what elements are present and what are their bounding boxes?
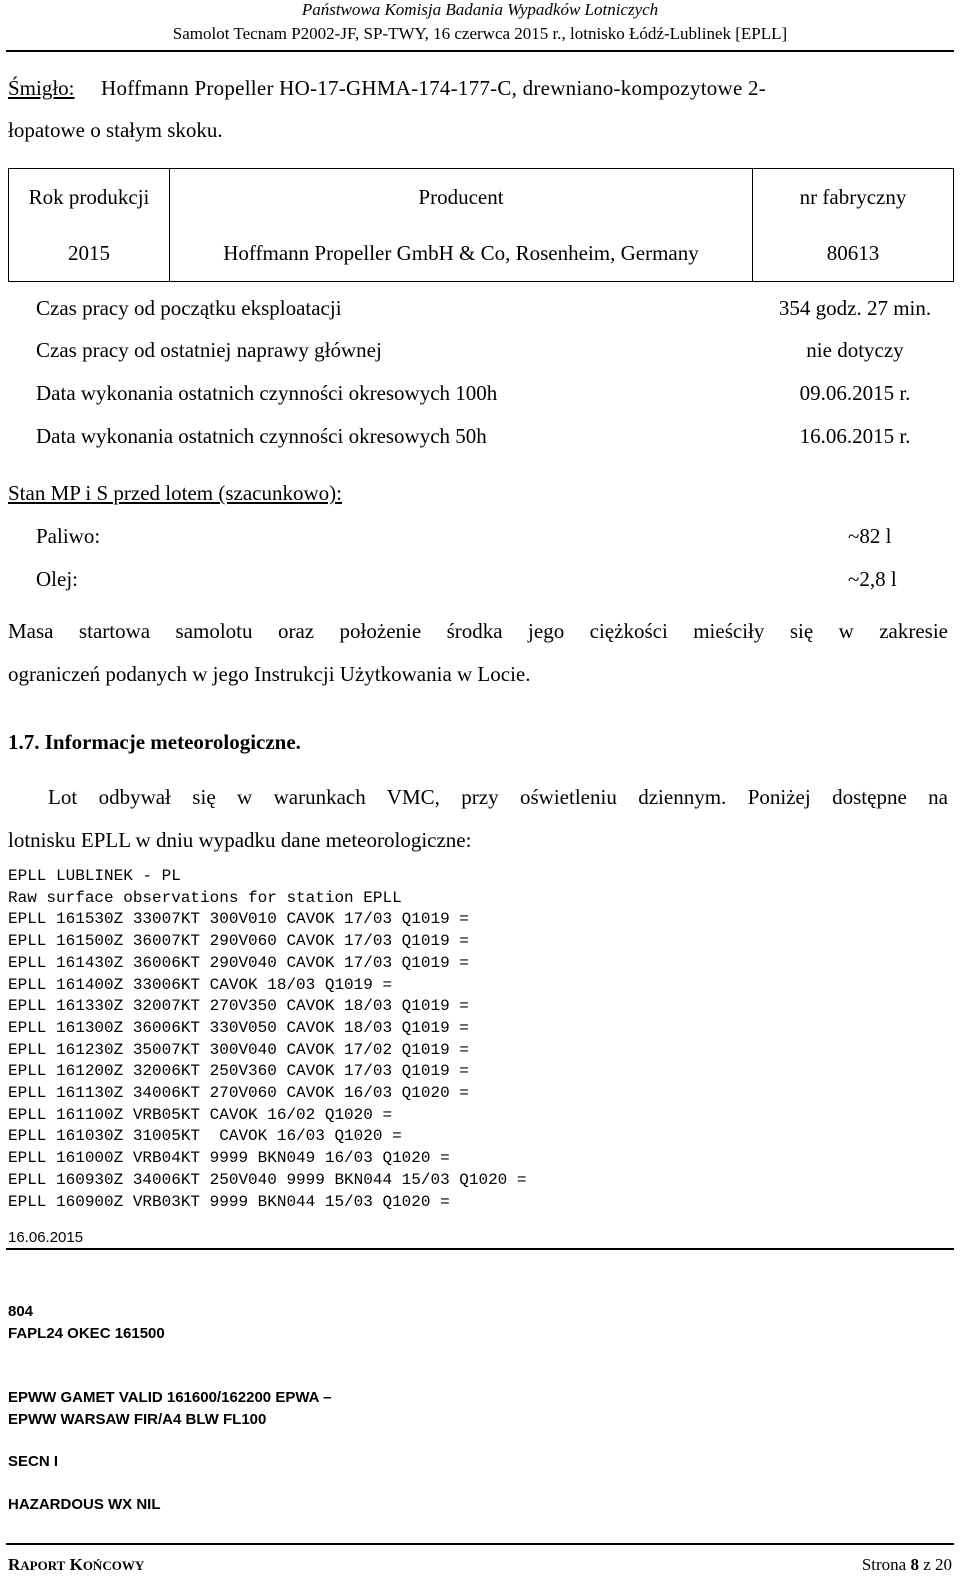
gamet-secn: SECN I bbox=[8, 1453, 59, 1470]
fuel-label: Paliwo: bbox=[36, 524, 101, 548]
metar-line: Raw surface observations for station EPLL bbox=[8, 888, 402, 907]
gamet-hazard: HAZARDOUS WX NIL bbox=[8, 1496, 161, 1513]
metar-line: EPLL 161500Z 36007KT 290V060 CAVOK 17/03 Q1019 = bbox=[8, 932, 469, 951]
work-time-label: Data wykonania ostatnich czynności okresowych 50h bbox=[36, 424, 487, 448]
metar-line: EPLL 161530Z 33007KT 300V010 CAVOK 17/03 Q1019 = bbox=[8, 910, 469, 929]
oil-value: ~2,8 l bbox=[848, 567, 897, 591]
section-line1: Lot odbywał się w warunkach VMC, przy oświetleniu dziennym. Poniżej dostępne na bbox=[48, 785, 948, 809]
metar-line: EPLL 161230Z 35007KT 300V040 CAVOK 17/02 Q1019 = bbox=[8, 1040, 469, 1059]
metar-line: EPLL 161400Z 33006KT CAVOK 18/03 Q1019 = bbox=[8, 975, 393, 994]
metar-line: EPLL 160930Z 34006KT 250V040 9999 BKN044 15/03 Q1020 = bbox=[8, 1170, 527, 1189]
table-header-cell: nr fabryczny bbox=[753, 169, 954, 226]
header-title: Państwowa Komisja Badania Wypadków Lotniczych bbox=[301, 0, 659, 19]
table-cell: 2015 bbox=[9, 225, 170, 282]
mass-text-line1: Masa startowa samolotu oraz położenie środka jego ciężkości mieściły się w zakresie bbox=[8, 619, 948, 643]
table-header-cell: Producent bbox=[170, 169, 753, 226]
work-time-label: Data wykonania ostatnich czynności okresowych 100h bbox=[36, 381, 498, 405]
metar-line: EPLL 161300Z 36006KT 330V050 CAVOK 18/03 Q1019 = bbox=[8, 1018, 469, 1037]
section-line2: lotnisku EPLL w dniu wypadku dane meteorologiczne: bbox=[8, 828, 472, 852]
work-time-label: Czas pracy od ostatniej naprawy głównej bbox=[36, 338, 382, 362]
propeller-desc: Hoffmann Propeller HO-17-GHMA-174-177-C, drewniano-kompozytowe 2- bbox=[101, 76, 767, 100]
header-subtitle: Samolot Tecnam P2002-JF, SP-TWY, 16 czerwca 2015 r., lotnisko Łódź-Lublinek [EPLL] bbox=[172, 24, 788, 43]
fuel-state-heading: Stan MP i S przed lotem (szacunkowo): bbox=[8, 481, 343, 505]
footer-rule bbox=[6, 1543, 954, 1545]
propeller-label: Śmigło: bbox=[8, 76, 75, 100]
metar-line: EPLL LUBLINEK - PL bbox=[8, 867, 181, 885]
section-heading: 1.7. Informacje meteorologiczne. bbox=[8, 730, 301, 754]
gamet-fapl: FAPL24 OKEC 161500 bbox=[8, 1325, 165, 1342]
footer-page-number: Strona 8 z 20 bbox=[861, 1555, 952, 1574]
metar-line: EPLL 160900Z VRB03KT 9999 BKN044 15/03 Q1020 = bbox=[8, 1192, 450, 1211]
gamet-num: 804 bbox=[8, 1303, 34, 1320]
table-header-row bbox=[9, 169, 954, 226]
table-cell: 80613 bbox=[753, 225, 954, 282]
work-time-value: 16.06.2015 r. bbox=[799, 424, 911, 448]
gamet-date: 16.06.2015 bbox=[8, 1229, 84, 1246]
footer-report-title: RAPORT KOŃCOWY bbox=[8, 1555, 145, 1574]
propeller-line2: łopatowe o stałym skoku. bbox=[8, 118, 223, 142]
work-time-value: 09.06.2015 r. bbox=[799, 381, 911, 405]
gamet-rule bbox=[6, 1248, 954, 1250]
gamet-valid-1: EPWW GAMET VALID 161600/162200 EPWA – bbox=[8, 1389, 332, 1406]
metar-line: EPLL 161200Z 32006KT 250V360 CAVOK 17/03 Q1019 = bbox=[8, 1062, 469, 1081]
work-time-label: Czas pracy od początku eksploatacji bbox=[36, 296, 342, 320]
mass-text-line2: ograniczeń podanych w jego Instrukcji Użytkowania w Locie. bbox=[8, 662, 531, 686]
table-cell: Hoffmann Propeller GmbH & Co, Rosenheim, Germany bbox=[170, 225, 753, 282]
table-header-cell: Rok produkcji bbox=[9, 169, 170, 226]
work-time-value: nie dotyczy bbox=[806, 338, 904, 362]
metar-line: EPLL 161000Z VRB04KT 9999 BKN049 16/03 Q1020 = bbox=[8, 1149, 450, 1168]
metar-line: EPLL 161430Z 36006KT 290V040 CAVOK 17/03 Q1019 = bbox=[8, 953, 469, 972]
work-time-value: 354 godz. 27 min. bbox=[778, 296, 932, 320]
metar-line: EPLL 161030Z 31005KT CAVOK 16/03 Q1020 = bbox=[8, 1127, 402, 1146]
header-rule bbox=[6, 50, 954, 52]
metar-block bbox=[8, 866, 526, 1213]
fuel-value: ~82 l bbox=[848, 524, 892, 548]
oil-label: Olej: bbox=[36, 567, 78, 591]
metar-line: EPLL 161130Z 34006KT 270V060 CAVOK 16/03 Q1020 = bbox=[8, 1084, 469, 1103]
table-row bbox=[9, 225, 954, 282]
propeller-line1 bbox=[8, 76, 948, 101]
metar-line: EPLL 161330Z 32007KT 270V350 CAVOK 18/03 Q1019 = bbox=[8, 997, 469, 1016]
metar-line: EPLL 161100Z VRB05KT CAVOK 16/02 Q1020 = bbox=[8, 1105, 393, 1124]
gamet-valid-2: EPWW WARSAW FIR/A4 BLW FL100 bbox=[8, 1411, 267, 1428]
propeller-table bbox=[8, 168, 954, 282]
